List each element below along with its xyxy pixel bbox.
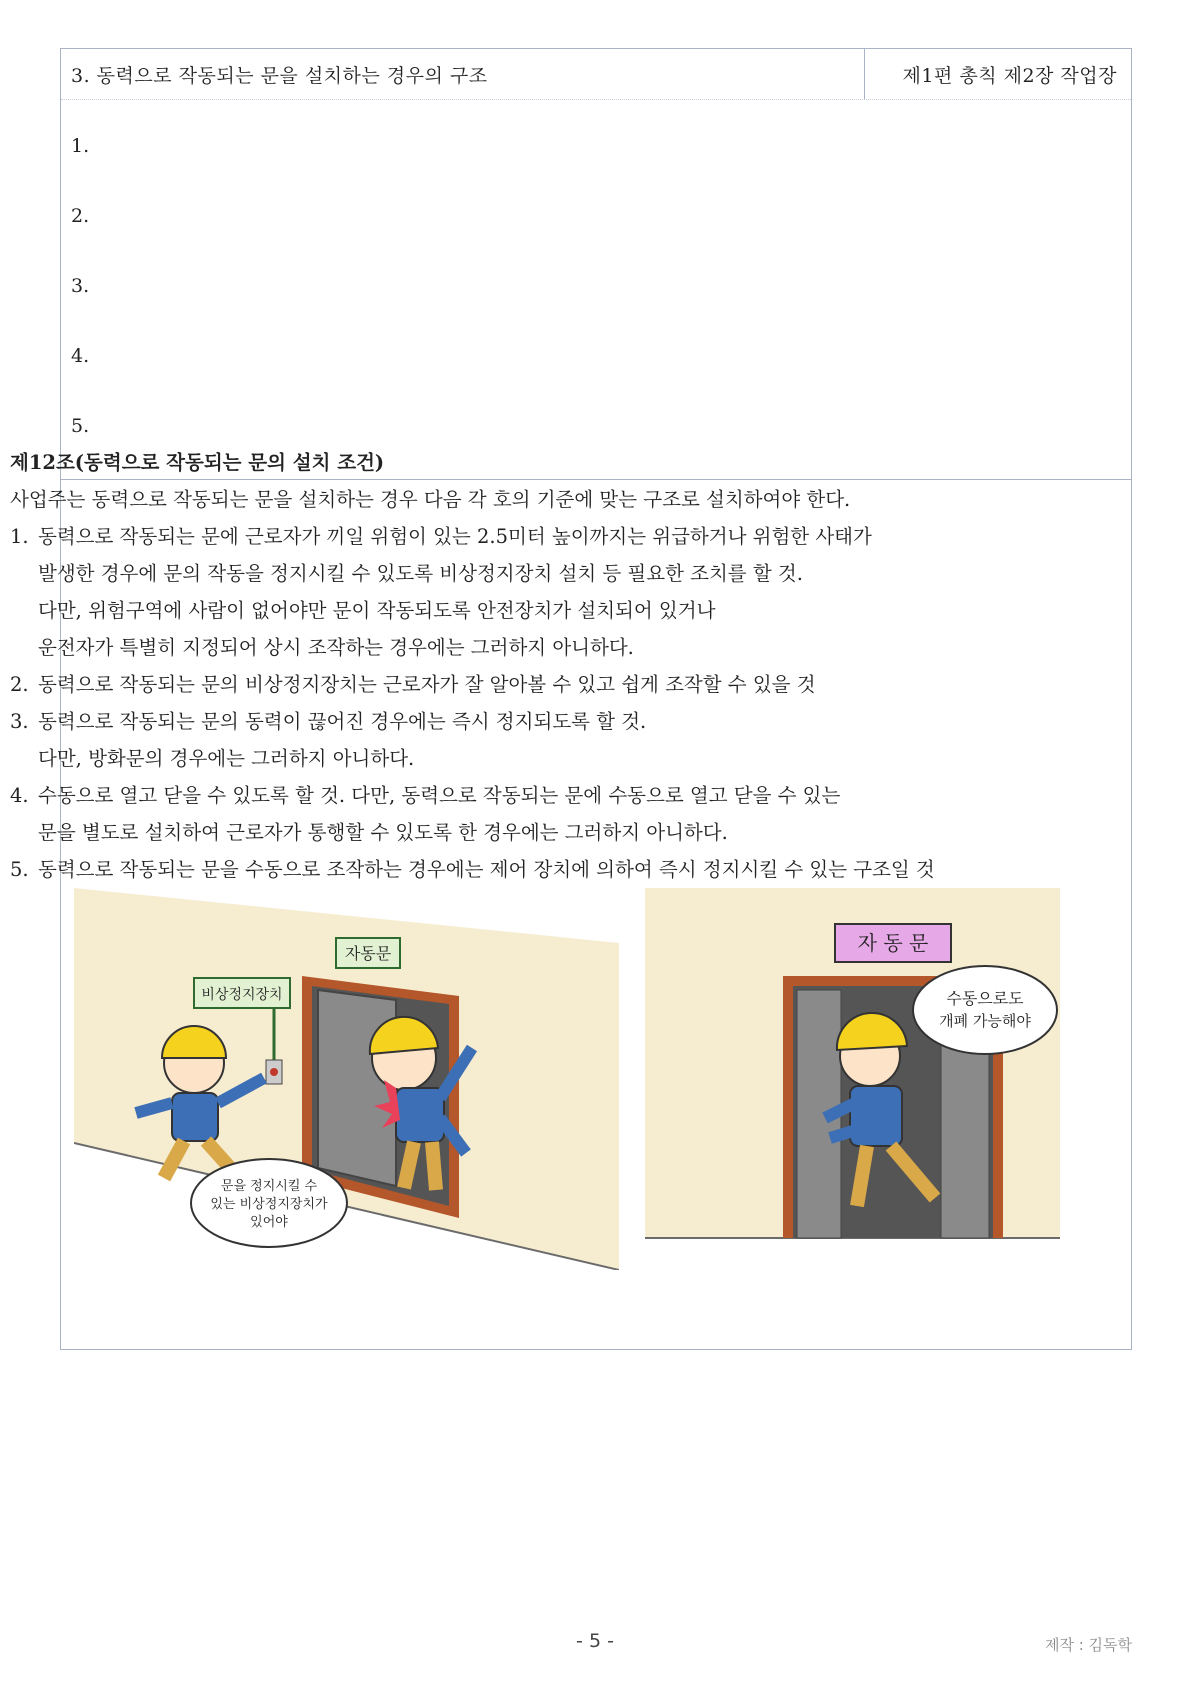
header-row [61, 49, 1131, 100]
article-heading: 제12조(동력으로 작동되는 문의 설치 조건) [10, 451, 385, 474]
blank-item: 4. [71, 345, 90, 367]
stop-button-icon [270, 1068, 278, 1076]
bubble-line: 개폐 가능해야 [939, 1012, 1031, 1030]
floor [645, 1238, 1060, 1270]
door-sign-label: 자동문 [344, 944, 392, 963]
illustration-left-svg [74, 888, 619, 1270]
stop-sign-label: 비상정지장치 [201, 987, 283, 1003]
clause-number: 1. [10, 525, 29, 548]
clause-number: 2. [10, 673, 29, 696]
blank-item: 3. [71, 275, 90, 297]
clause-line: 문을 별도로 설치하여 근로자가 통행할 수 있도록 한 경우에는 그러하지 아니하다. [38, 821, 728, 844]
bubble-line: 있는 비상정지장치가 [210, 1197, 328, 1212]
clause-line: 동력으로 작동되는 문의 동력이 끊어진 경우에는 즉시 정지되도록 할 것. [38, 710, 647, 733]
clause-line: 다만, 방화문의 경우에는 그러하지 아니하다. [38, 747, 415, 770]
chapter-label: 제1편 총칙 제2장 작업장 [902, 65, 1117, 87]
page-number: - 5 - [576, 1630, 614, 1652]
section-title: 3. 동력으로 작동되는 문을 설치하는 경우의 구조 [71, 65, 488, 87]
blank-item: 5. [71, 415, 90, 437]
clause-5 [10, 851, 1060, 888]
bubble-line: 수동으로도 [946, 989, 1024, 1008]
clause-line: 다만, 위험구역에 사람이 없어야만 문이 작동되도록 안전장치가 설치되어 있거나 [38, 599, 716, 622]
clause-number: 3. [10, 710, 29, 733]
blank-item: 2. [71, 205, 90, 227]
clause-line: 동력으로 작동되는 문에 근로자가 끼일 위험이 있는 2.5미터 높이까지는 위급하거나 위험한 사태가 [38, 525, 872, 548]
door-sign-label: 자 동 문 [857, 931, 929, 955]
clause-line: 수동으로 열고 닫을 수 있도록 할 것. 다만, 동력으로 작동되는 문에 수동으로 열고 닫을 수 있는 [38, 784, 841, 807]
credit-text: 제작 : 김독학 [1044, 1636, 1132, 1654]
clause-number: 5. [10, 858, 29, 881]
article-12 [10, 444, 1060, 888]
clause-3 [10, 703, 1060, 740]
clause-4 [10, 777, 1060, 814]
illustration-right-svg [645, 888, 1060, 1270]
bubble-line: 있어야 [250, 1215, 288, 1230]
blank-answer-list [71, 135, 89, 485]
clause-line: 동력으로 작동되는 문의 비상정지장치는 근로자가 잘 알아볼 수 있고 쉽게 조작할 수 있을 것 [38, 673, 816, 696]
header-divider [864, 49, 865, 99]
bubble-line: 문을 정지시킬 수 [220, 1179, 318, 1194]
illustration-manual-open [645, 888, 1060, 1270]
clause-2 [10, 666, 1060, 703]
clause-line: 발생한 경우에 문의 작동을 정지시킬 수 있도록 비상정지장치 설치 등 필요한 조치를 할 것. [38, 562, 803, 585]
speech-bubble [913, 966, 1057, 1054]
clause-line: 운전자가 특별히 지정되어 상시 조작하는 경우에는 그러하지 아니하다. [38, 636, 634, 659]
clause-number: 4. [10, 784, 29, 807]
blank-item: 1. [71, 135, 90, 157]
clause-line: 동력으로 작동되는 문을 수동으로 조작하는 경우에는 제어 장치에 의하여 즉시 정지시킬 수 있는 구조일 것 [38, 858, 935, 881]
clause-1 [10, 518, 1060, 555]
article-intro: 사업주는 동력으로 작동되는 문을 설치하는 경우 다음 각 호의 기준에 맞는 구조로 설치하여야 한다. [10, 488, 851, 511]
illustration-emergency-stop [74, 888, 619, 1270]
door-panel [318, 990, 396, 1186]
